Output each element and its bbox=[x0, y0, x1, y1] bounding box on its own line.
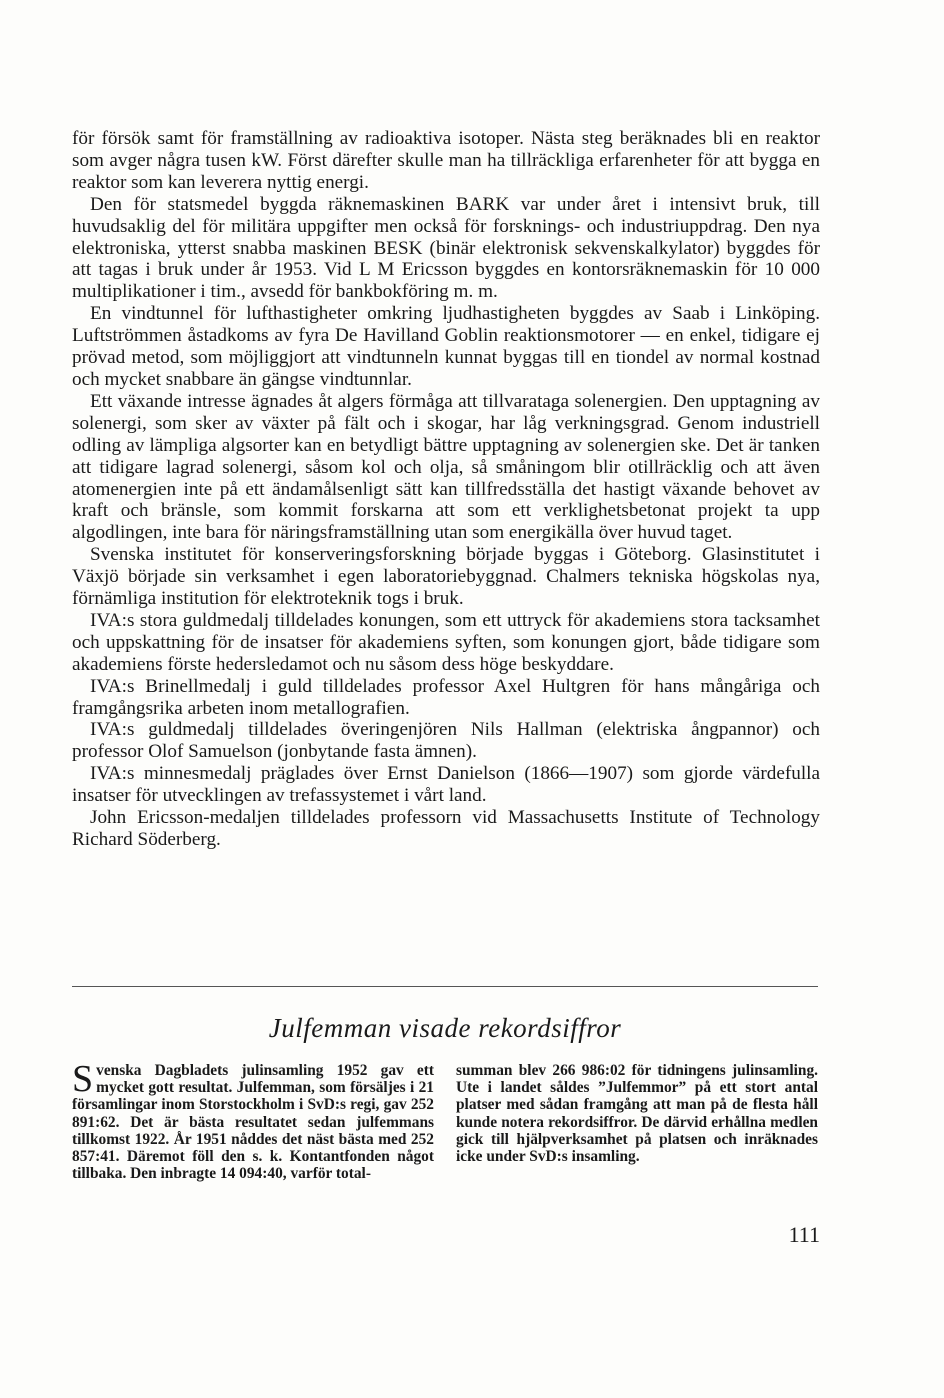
page-number: 111 bbox=[788, 1222, 820, 1247]
section-divider bbox=[72, 986, 818, 987]
paragraph: Svenska institutet för konserveringsforskning började byggas i Göteborg. Glasinstitutet i Växjö började sin verksamhet i egen laboratoriebyggnad. Chalmers tekniska högskolas nya, förnämliga institution för elektroteknik togs i bruk. bbox=[72, 544, 820, 610]
article-body bbox=[72, 128, 820, 851]
box-right-text: summan blev 266 986:02 för tidningens julinsamling. Ute i landet såldes ”Julfemmor” på ett stort antal platser med sådan framgång att man på de flesta håll kunde notera rekordsiffror. De därvid erhållna medlen gick till hjälpverksamhet på platsen och inräknades icke under SvD:s insamling. bbox=[456, 1062, 818, 1166]
paragraph: IVA:s guldmedalj tilldelades överingenjören Nils Hallman (elektriska ångpannor) och professor Olof Samuelson (jonbytande fasta ämnen). bbox=[72, 719, 820, 763]
box-headline: Julfemman visade rekordsiffror bbox=[268, 1013, 622, 1043]
box-left-text: venska Dagbladets julinsamling 1952 gav ett mycket gott resultat. Julfemman, som försäljes i 21 församlingar inom Storstockholm i SvD:s regi, gav 252 891:62. Det är bästa resultatet sedan julfemmans tillkomst 1922. År 1951 nåddes det näst bästa med 252 857:41. Däremot föll den s. k. Kontantfonden något tillbaka. Den inbragte 14 094:40, varför total- bbox=[72, 1062, 434, 1183]
paragraph: IVA:s Brinellmedalj i guld tilldelades professor Axel Hultgren för hans mångåriga och framgångsrika arbeten inom metallografien. bbox=[72, 675, 820, 719]
box-column-left bbox=[72, 1058, 434, 1183]
paragraph: Ett växande intresse ägnades åt algers förmåga att tillvarataga solenergien. Den upptagning av solenergi, som sker av växter på fält och i skogar, har låg verkningsgrad. Genom industriell odling av lämpliga algsorter kan en betydligt bättre upptagning av solenergien ske. Det är tanken att tidigare lagrad solenergi, såsom kol och olja, så småningom blir otillräcklig och att även atomenergien inte på ett ändamålsenligt sätt kan tillfredsställa det hastigt växande behovet av kraft och bränsle, som kommit forskarna att som ett verklighetsbetonat projekt ta upp algodlingen, inte bara för näringsframställning utan som energikälla över huvud taget. bbox=[72, 390, 820, 544]
paragraph: En vindtunnel för lufthastigheter omkring ljudhastigheten byggdes av Saab i Linköping. Luftströmmen åstadkoms av fyra De Havilland Goblin reaktionsmotorer — en enkel, tidigare ej prövad metod, som möjliggjort att vindtunneln kunnat byggas till en tiondel av normal kostnad och mycket snabbare än gängse vindtunnlar. bbox=[72, 303, 820, 390]
paragraph: John Ericsson-medaljen tilldelades professorn vid Massachusetts Institute of Technology Richard Söderberg. bbox=[72, 807, 820, 850]
box-column-right bbox=[456, 1062, 818, 1165]
paragraph: IVA:s stora guldmedalj tilldelades konungen, som ett uttryck för akademiens stora tacksamhet och uppskattning för de insatser för akademiens syften, som konungen gjort, både tidigare som akademiens förste hedersledamot och nu såsom dess höge beskyddare. bbox=[72, 609, 820, 675]
paragraph: IVA:s minnesmedalj präglades över Ernst Danielson (1866—1907) som gjorde värdefulla insatser för utvecklingen av trefassystemet i vårt land. bbox=[72, 763, 820, 807]
paragraph: Den för statsmedel byggda räknemaskinen BARK var under året i intensivt bruk, till huvudsaklig del för militära uppgifter men också för forsknings- och industriuppdrag. Den nya elektroniska, ytterst snabba maskinen BESK (binär elektronisk sekvenskalkylator) byggdes för att tagas i bruk under år 1953. Vid L M Ericsson byggdes en kontorsräknemaskin för 10 000 multiplikationer i tim., avsedd för bankbokföring m. m. bbox=[72, 193, 820, 303]
drop-cap: S bbox=[72, 1058, 94, 1100]
paragraph: för försök samt för framställning av radioaktiva isotoper. Nästa steg beräknades bli en reaktor som avger några tusen kW. Först därefter skulle man ha tillräckliga erfarenheter för att bygga en reaktor som kan leverera nyttig energi. bbox=[72, 128, 820, 193]
